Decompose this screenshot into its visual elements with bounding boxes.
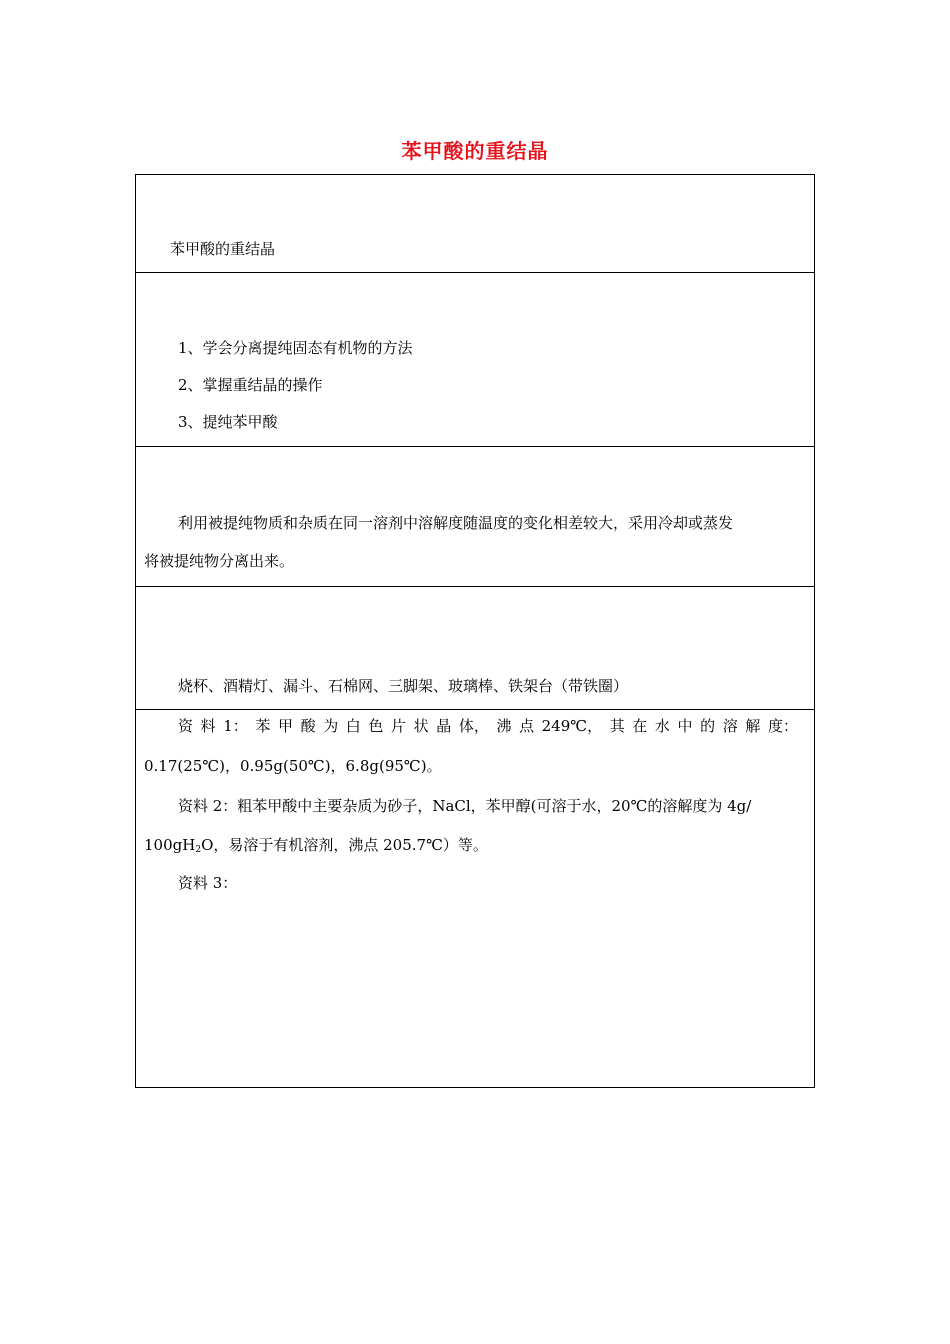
- material-1-char: 度：: [767, 717, 798, 735]
- material-1-char: 的: [700, 717, 716, 735]
- material-1-char: 片: [391, 717, 407, 735]
- experiment-name-text: 苯甲酸的重结晶: [170, 240, 276, 258]
- material-1-char: 料: [200, 717, 216, 735]
- material-1-char: 资: [178, 717, 194, 735]
- section-materials: [136, 710, 814, 1087]
- objective-item: 1、学会分离提纯固态有机物的方法: [178, 339, 413, 357]
- material-1-char: 在: [632, 717, 648, 735]
- material-1-char: 点: [519, 717, 535, 735]
- material-1-char: 溶: [722, 717, 738, 735]
- material-1-char: 其: [609, 717, 625, 735]
- material-2-line-1: 资料 2：粗苯甲酸中主要杂质为砂子，NaCl，苯甲醇(可溶于水，20℃的溶解度为 4g/: [178, 797, 752, 815]
- material-1-char: 晶: [436, 717, 452, 735]
- material-1-char: 为: [323, 717, 339, 735]
- material-2-subscript: 2: [195, 845, 202, 855]
- material-1-char: 苯: [255, 717, 271, 735]
- objective-item: 3、提纯苯甲酸: [178, 413, 278, 431]
- equipment-list: 烧杯、酒精灯、漏斗、石棉网、三脚架、玻璃棒、铁架台（带铁圈）: [178, 677, 629, 695]
- material-3-label: 资料 3：: [178, 874, 238, 892]
- material-1-char: 色: [368, 717, 384, 735]
- material-2-suffix: O，易溶于有机溶剂，沸点 205.7℃）等。: [201, 836, 488, 854]
- principle-line-1: 利用被提纯物质和杂质在同一溶剂中溶解度随温度的变化相差较大，采用冷却或蒸发: [178, 514, 734, 532]
- material-1-char: 甲: [277, 717, 293, 735]
- section-experiment-name: [136, 175, 814, 273]
- material-1-char: 249℃，: [541, 717, 603, 735]
- material-2-line-2: [144, 835, 488, 855]
- material-1-char: 白: [345, 717, 361, 735]
- section-principle: [136, 447, 814, 587]
- material-1-char: 酸: [300, 717, 316, 735]
- material-1-line-1: [178, 716, 798, 736]
- material-1-char: 状: [413, 717, 429, 735]
- material-1-char: 中: [677, 717, 693, 735]
- material-1-char: 水: [654, 717, 670, 735]
- material-1-char: 沸: [496, 717, 512, 735]
- section-equipment: [136, 587, 814, 710]
- objective-item: 2、掌握重结晶的操作: [178, 376, 323, 394]
- page-title: 苯甲酸的重结晶: [401, 139, 549, 163]
- principle-line-2: 将被提纯物分离出来。: [144, 552, 295, 570]
- material-2-prefix: 100gH: [144, 836, 196, 854]
- material-1-char: 体，: [458, 717, 489, 735]
- section-objectives: [136, 273, 814, 447]
- material-1-line-2: 0.17(25℃)，0.95g(50℃)，6.8g(95℃)。: [144, 757, 442, 775]
- experiment-table: [135, 174, 815, 1088]
- material-1-char: 解: [745, 717, 761, 735]
- material-1-char: 1：: [223, 717, 248, 735]
